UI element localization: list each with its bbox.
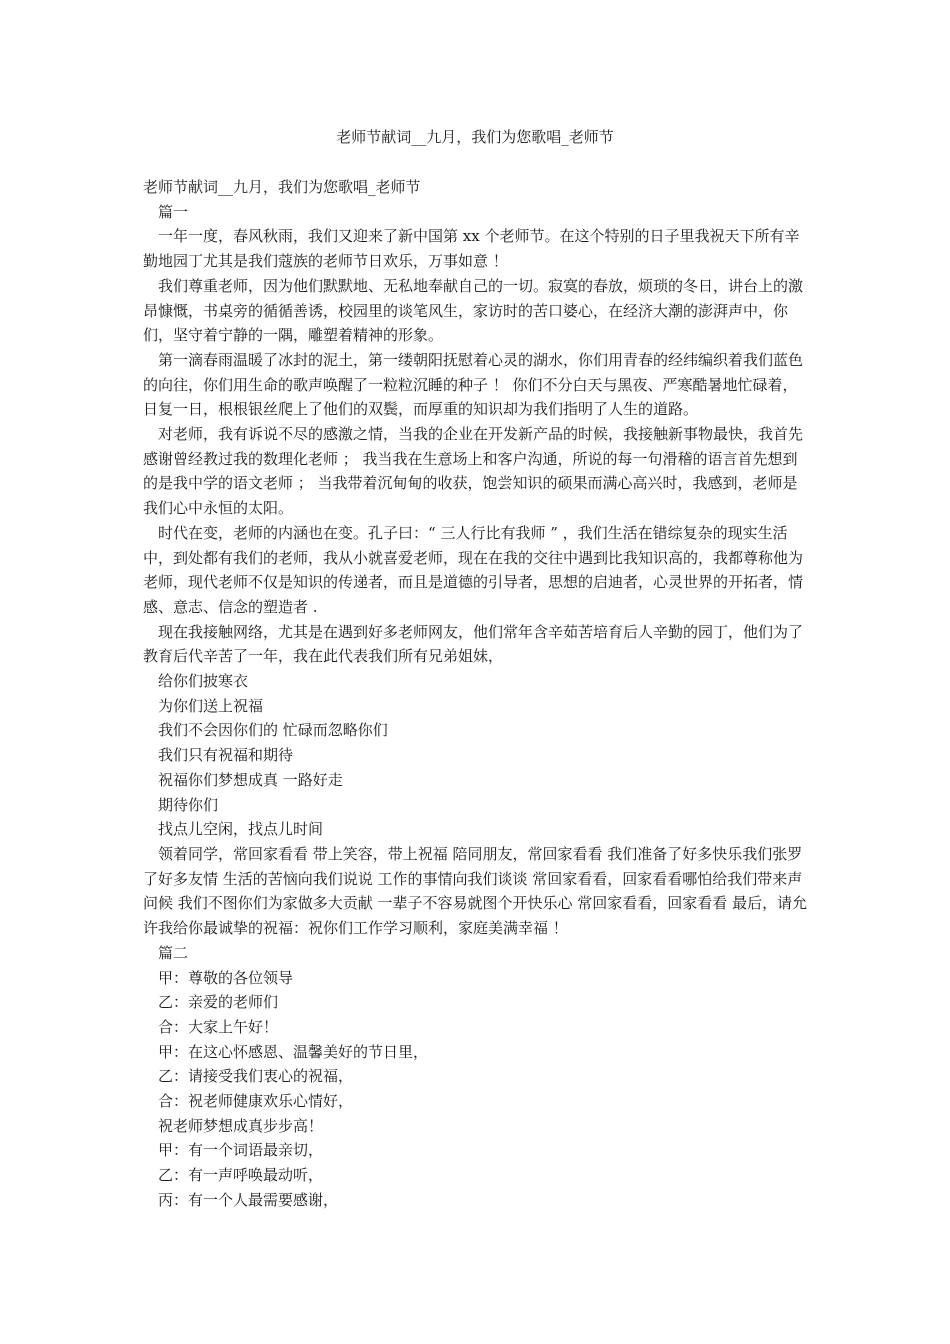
paragraph: 篇一	[158, 202, 189, 221]
paragraph: 一年一度，春风秋雨，我们又迎来了新中国第 xx 个老师节。在这个特别的日子里我祝天下所有辛勤地园丁尤其是我们蔻族的老师节日欢乐，万事如意 ！	[143, 227, 800, 271]
paragraph: 甲：尊敬的各位领导	[158, 968, 294, 987]
paragraph: 我们不会因你们的 忙碌而忽略你们	[158, 721, 388, 740]
paragraph: 合：大家上午好！	[158, 1017, 279, 1036]
paragraph: 我们只有祝福和期待	[158, 746, 294, 765]
paragraph: 给你们披寒衣	[158, 672, 249, 691]
paragraph: 祝老师梦想成真步步高！	[158, 1116, 324, 1135]
paragraph: 领着同学，常回家看看 带上笑容，带上祝福 陪同朋友，常回家看看 我们准备了好多快乐我们张罗了好多友情 生活的苦恼向我们说说 工作的事情向我们谈谈 常回家看看，回家看看哪怕给我们带来声问候 我们不图你们为家做多大贡献 一辈子不容易就图个开快乐心 常回家看看，回家看看 最后，请允许我给你最诚挚的祝福：祝你们工作学习顺利，家庭美满幸福 ！	[143, 844, 808, 938]
paragraph: 现在我接触网络，尤其是在遇到好多老师网友，他们常年含辛茹苦培育后人辛勤的园丁，他们为了教育后代辛苦了一年，我在此代表我们所有兄弟姐妹，	[143, 622, 804, 666]
paragraph: 乙：请接受我们衷心的祝福，	[158, 1067, 354, 1086]
paragraph: 时代在变，老师的内涵也在变。孔子曰：“ 三人行比有我师 ” ，我们生活在错综复杂的现实生活中，到处都有我们的老师，我从小就喜爱老师，现在在我的交往中遇到比我知识高的，我都尊称他为老师，现代老师不仅是知识的传递者，而且是道德的引导者，思想的启迪者，心灵世界的开拓者，情感、意志、信念的塑造者 .	[143, 523, 804, 616]
paragraph: 篇二	[158, 943, 189, 962]
paragraph: 甲：在这心怀感恩、温馨美好的节日里，	[158, 1042, 429, 1061]
paragraph: 乙：亲爱的老师们	[158, 993, 279, 1012]
paragraph: 对老师，我有诉说不尽的感激之情，当我的企业在开发新产品的时候，我接触新事物最快，我首先感谢曾经教过我的数理化老师 ； 我当我在生意场上和客户沟通，所说的每一句滑稽的语言首先想到的是我中学的语文老师 ； 当我带着沉甸甸的收获，饱尝知识的硕果而满心高兴时，我感到，老师是 我们心中永恒的太阳。	[143, 425, 804, 518]
paragraph: 甲：有一个词语最亲切，	[158, 1141, 324, 1160]
paragraph: 为你们送上祝福	[158, 696, 264, 715]
document-subtitle: 老师节献词__九月，我们为您歌唱_老师节	[143, 178, 421, 196]
paragraph: 期待你们	[158, 795, 219, 814]
paragraph: 丙：有一个人最需要感谢，	[158, 1190, 339, 1209]
paragraph: 合：祝老师健康欢乐心情好，	[158, 1092, 354, 1111]
paragraph: 第一滴春雨温暖了冰封的泥土，第一缕朝阳抚慰着心灵的湖水，你们用青春的经纬编织着我们蓝色的向往，你们用生命的歌声唤醒了一粒粒沉睡的种子 ！ 你们不分白天与黑夜、严寒酷暑地忙碌着，日复一日，根根银丝爬上了他们的双鬓，而厚重的知识却为我们指明了人生的道路。	[143, 350, 804, 419]
page-title: 老师节献词__九月，我们为您歌唱_老师节	[336, 128, 614, 146]
paragraph: 祝福你们梦想成真 一路好走	[158, 770, 343, 789]
paragraph: 乙：有一声呼唤最动听，	[158, 1166, 324, 1185]
document-body	[143, 175, 808, 1213]
paragraph: 找点儿空闲，找点儿时间	[158, 820, 324, 839]
paragraph: 我们尊重老师，因为他们默默地、无私地奉献自己的一切。寂寞的春放，烦琐的冬日，讲台上的激昂慷慨，书桌旁的循循善诱，校园里的谈笔风生，家访时的苦口婆心，在经济大潮的澎湃声中，你们，坚守着宁静的一隅，雕塑着精神的形象。	[143, 276, 804, 345]
